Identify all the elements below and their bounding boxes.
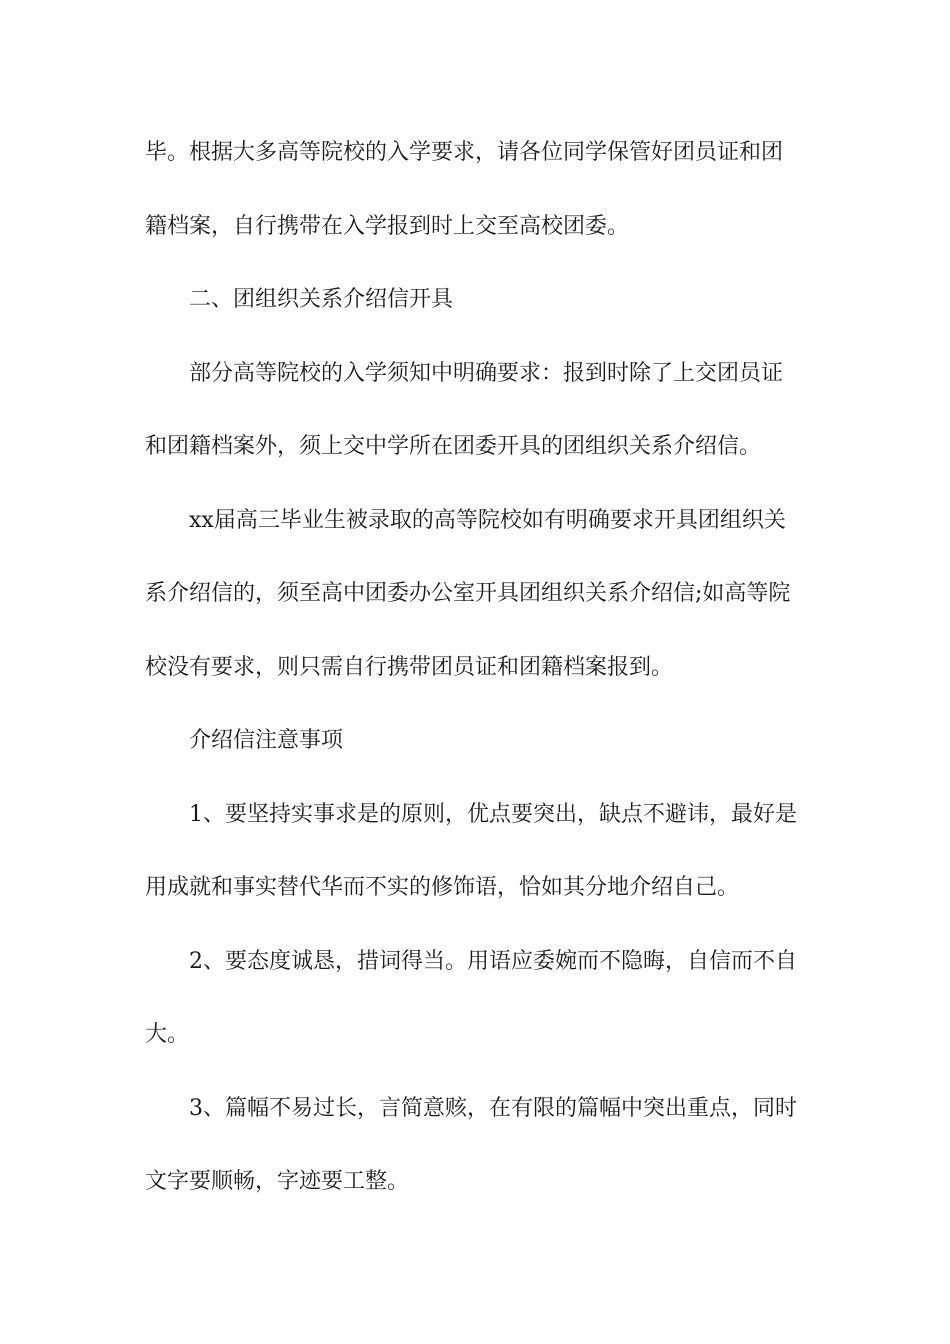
- list-item-line: 大。: [145, 1022, 190, 1047]
- section-heading: 介绍信注意事项: [189, 728, 344, 753]
- list-item-line: 1、要坚持实事求是的原则，优点要突出，缺点不避讳，最好是: [189, 802, 797, 827]
- list-item-line: 文字要顺畅，字迹要工整。: [145, 1169, 410, 1194]
- list-item-line: 2、要态度诚恳，措词得当。用语应委婉而不隐晦，自信而不自: [189, 949, 797, 974]
- paragraph-line: 毕。根据大多高等院校的入学要求，请各位同学保管好团员证和团: [145, 140, 784, 165]
- paragraph-line: xx届高三毕业生被录取的高等院校如有明确要求开具团组织关: [189, 508, 786, 533]
- paragraph-line: 校没有要求，则只需自行携带团员证和团籍档案报到。: [145, 655, 674, 680]
- paragraph-line: 籍档案，自行携带在入学报到时上交至高校团委。: [145, 214, 630, 239]
- paragraph-line: 系介绍信的，须至高中团委办公室开具团组织关系介绍信;如高等院: [145, 581, 791, 606]
- list-item-line: 用成就和事实替代华而不实的修饰语，恰如其分地介绍自己。: [145, 875, 740, 900]
- section-heading: 二、团组织关系介绍信开具: [189, 287, 454, 312]
- paragraph-line: 和团籍档案外，须上交中学所在团委开具的团组织关系介绍信。: [145, 434, 762, 459]
- list-item-line: 3、篇幅不易过长，言简意赅，在有限的篇幅中突出重点，同时: [189, 1096, 797, 1121]
- paragraph-line: 部分高等院校的入学须知中明确要求：报到时除了上交团员证: [189, 361, 784, 386]
